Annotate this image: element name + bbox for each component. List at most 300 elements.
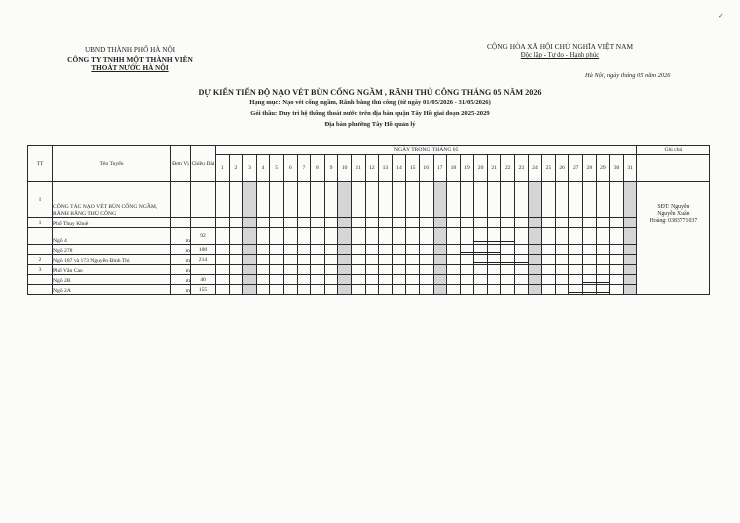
- header-note: Ghi chú: [637, 146, 710, 155]
- document-title-block: [150, 87, 590, 131]
- day-cell: [569, 265, 583, 275]
- route-length: 40: [191, 275, 216, 285]
- day-cell: [406, 255, 420, 265]
- day-cell: [555, 228, 569, 245]
- day-cell: [229, 245, 243, 255]
- day-cell: [501, 265, 515, 275]
- day-cell: [283, 218, 297, 228]
- day-cell: [365, 182, 379, 218]
- schedule-bar-cell: [474, 228, 488, 245]
- day-cell: [610, 275, 624, 285]
- day-header: 12: [365, 155, 379, 182]
- date-line: Hà Nội, ngày tháng 05 năm 2026: [585, 72, 671, 79]
- day-cell: [270, 275, 284, 285]
- day-cell: [555, 218, 569, 228]
- day-cell: [583, 245, 597, 255]
- header-route: Tên Tuyến: [53, 146, 171, 182]
- day-cell: [243, 218, 257, 228]
- day-header: 29: [596, 155, 610, 182]
- day-cell: [583, 228, 597, 245]
- day-cell: [447, 255, 461, 265]
- day-cell: [283, 245, 297, 255]
- schedule-bar-cell: [501, 255, 515, 265]
- route-unit: [171, 182, 191, 218]
- day-cell: [433, 182, 447, 218]
- day-cell: [447, 275, 461, 285]
- schedule-bar-cell: [487, 228, 501, 245]
- header-days-group: NGÀY TRONG THÁNG 05: [216, 146, 637, 155]
- row-number: 1: [28, 218, 53, 228]
- row-number: [28, 285, 53, 295]
- day-cell: [610, 218, 624, 228]
- day-cell: [365, 245, 379, 255]
- day-cell: [610, 245, 624, 255]
- day-cell: [297, 218, 311, 228]
- day-cell: [623, 245, 637, 255]
- day-cell: [256, 275, 270, 285]
- route-name: Phố Văn Cao: [53, 265, 171, 275]
- day-cell: [243, 255, 257, 265]
- day-cell: [596, 265, 610, 275]
- day-header: 2: [229, 155, 243, 182]
- day-header: 21: [487, 155, 501, 182]
- day-cell: [229, 182, 243, 218]
- day-cell: [243, 275, 257, 285]
- day-header: 14: [392, 155, 406, 182]
- day-cell: [311, 255, 325, 265]
- schedule-bar-cell: [596, 285, 610, 295]
- day-cell: [610, 255, 624, 265]
- day-cell: [474, 285, 488, 295]
- day-cell: [433, 245, 447, 255]
- day-cell: [433, 255, 447, 265]
- day-cell: [324, 245, 338, 255]
- day-cell: [324, 255, 338, 265]
- day-cell: [474, 275, 488, 285]
- route-name: Ngõ 2A: [53, 285, 171, 295]
- motto: Độc lập - Tự do - Hạnh phúc: [520, 52, 600, 59]
- day-cell: [351, 245, 365, 255]
- route-length: [191, 182, 216, 218]
- day-cell: [447, 285, 461, 295]
- schedule-bar-cell: [596, 275, 610, 285]
- day-cell: [311, 265, 325, 275]
- day-cell: [365, 265, 379, 275]
- day-cell: [283, 285, 297, 295]
- country-name: CỘNG HÒA XÃ HỘI CHỦ NGHĨA VIỆT NAM: [486, 42, 634, 51]
- day-header: 6: [283, 155, 297, 182]
- day-cell: [542, 218, 556, 228]
- schedule-bar-cell: [460, 245, 474, 255]
- day-header: 22: [501, 155, 515, 182]
- day-cell: [392, 265, 406, 275]
- day-cell: [365, 275, 379, 285]
- day-cell: [460, 218, 474, 228]
- route-length: [191, 265, 216, 275]
- day-cell: [501, 182, 515, 218]
- day-cell: [406, 245, 420, 255]
- day-cell: [447, 228, 461, 245]
- day-cell: [515, 285, 529, 295]
- authority-name: UBND THÀNH PHỐ HÀ NỘI: [84, 46, 176, 54]
- row-number: I: [28, 182, 53, 218]
- day-cell: [297, 275, 311, 285]
- row-number: [28, 228, 53, 245]
- header-tt: TT: [28, 146, 53, 182]
- day-cell: [256, 218, 270, 228]
- day-cell: [392, 228, 406, 245]
- day-cell: [229, 228, 243, 245]
- day-cell: [623, 228, 637, 245]
- day-cell: [365, 218, 379, 228]
- day-cell: [270, 265, 284, 275]
- day-header: 25: [542, 155, 556, 182]
- route-length: 214: [191, 255, 216, 265]
- day-cell: [392, 275, 406, 285]
- row-number: 2: [28, 255, 53, 265]
- day-cell: [555, 182, 569, 218]
- day-cell: [365, 285, 379, 295]
- table-row: [28, 275, 710, 285]
- day-cell: [379, 228, 393, 245]
- company-name: CÔNG TY TNHH MỘT THÀNH VIÊN: [67, 55, 193, 64]
- day-cell: [406, 228, 420, 245]
- day-cell: [351, 228, 365, 245]
- route-name: Ngõ 4: [53, 228, 171, 245]
- day-cell: [324, 275, 338, 285]
- contract-package: Gói thầu: Duy trì hệ thống thoát nước trên địa bàn quận Tây Hồ giai đoạn 2025-2029: [250, 110, 490, 117]
- day-cell: [419, 265, 433, 275]
- day-cell: [270, 182, 284, 218]
- day-cell: [610, 265, 624, 275]
- day-cell: [351, 182, 365, 218]
- day-cell: [501, 275, 515, 285]
- day-cell: [216, 255, 230, 265]
- day-cell: [542, 228, 556, 245]
- day-header: 10: [338, 155, 352, 182]
- day-header: 26: [555, 155, 569, 182]
- day-cell: [243, 265, 257, 275]
- day-cell: [256, 255, 270, 265]
- day-cell: [487, 182, 501, 218]
- day-cell: [515, 182, 529, 218]
- day-cell: [379, 218, 393, 228]
- day-cell: [433, 265, 447, 275]
- route-unit: m: [171, 265, 191, 275]
- day-cell: [528, 275, 542, 285]
- day-cell: [270, 255, 284, 265]
- day-cell: [270, 218, 284, 228]
- day-cell: [542, 265, 556, 275]
- day-cell: [474, 265, 488, 275]
- day-header: 20: [474, 155, 488, 182]
- day-cell: [338, 182, 352, 218]
- schedule-bar-cell: [583, 285, 597, 295]
- day-cell: [583, 218, 597, 228]
- day-cell: [406, 275, 420, 285]
- day-cell: [596, 255, 610, 265]
- day-header: 3: [243, 155, 257, 182]
- day-cell: [311, 228, 325, 245]
- day-cell: [501, 245, 515, 255]
- day-cell: [596, 182, 610, 218]
- day-cell: [610, 285, 624, 295]
- day-cell: [542, 285, 556, 295]
- day-cell: [338, 255, 352, 265]
- day-cell: [256, 182, 270, 218]
- day-header: 27: [569, 155, 583, 182]
- day-header: 23: [515, 155, 529, 182]
- day-header: 4: [256, 155, 270, 182]
- day-cell: [338, 218, 352, 228]
- day-cell: [528, 255, 542, 265]
- day-cell: [297, 228, 311, 245]
- day-cell: [351, 275, 365, 285]
- day-cell: [555, 255, 569, 265]
- day-cell: [501, 285, 515, 295]
- day-cell: [297, 255, 311, 265]
- day-cell: [297, 285, 311, 295]
- table-row: [28, 218, 710, 228]
- day-cell: [583, 182, 597, 218]
- day-cell: [474, 218, 488, 228]
- day-header: 1: [216, 155, 230, 182]
- route-length: 100: [191, 245, 216, 255]
- day-cell: [216, 285, 230, 295]
- table-row: [28, 228, 710, 245]
- day-cell: [583, 265, 597, 275]
- day-cell: [487, 265, 501, 275]
- day-cell: [216, 182, 230, 218]
- day-cell: [555, 245, 569, 255]
- day-cell: [623, 265, 637, 275]
- day-cell: [229, 265, 243, 275]
- day-cell: [311, 245, 325, 255]
- day-header: 11: [351, 155, 365, 182]
- route-unit: [171, 218, 191, 228]
- day-cell: [528, 182, 542, 218]
- day-cell: [379, 265, 393, 275]
- day-cell: [338, 285, 352, 295]
- day-cell: [474, 182, 488, 218]
- document-title: DỰ KIẾN TIẾN ĐỘ NẠO VÉT BÙN CỐNG NGẦM , RÃNH THỦ CÔNG THÁNG 05 NĂM 2026: [198, 88, 542, 97]
- day-cell: [610, 228, 624, 245]
- note-header-blank: [637, 155, 710, 182]
- day-cell: [216, 218, 230, 228]
- schedule-bar-cell: [501, 228, 515, 245]
- day-cell: [283, 182, 297, 218]
- day-cell: [229, 275, 243, 285]
- day-cell: [433, 218, 447, 228]
- route-name: Ngõ 2B: [53, 275, 171, 285]
- day-cell: [515, 218, 529, 228]
- day-cell: [379, 285, 393, 295]
- day-cell: [324, 218, 338, 228]
- day-cell: [243, 182, 257, 218]
- day-cell: [324, 228, 338, 245]
- route-length: 155: [191, 285, 216, 295]
- day-cell: [351, 218, 365, 228]
- day-cell: [596, 245, 610, 255]
- day-cell: [515, 245, 529, 255]
- day-cell: [392, 218, 406, 228]
- table-row: [28, 182, 710, 218]
- route-unit: m: [171, 285, 191, 295]
- day-cell: [460, 265, 474, 275]
- day-cell: [243, 245, 257, 255]
- day-cell: [229, 218, 243, 228]
- day-cell: [487, 285, 501, 295]
- day-cell: [419, 218, 433, 228]
- day-cell: [419, 245, 433, 255]
- route-length: [191, 218, 216, 228]
- day-cell: [460, 182, 474, 218]
- day-header: 31: [623, 155, 637, 182]
- day-cell: [216, 228, 230, 245]
- day-cell: [243, 285, 257, 295]
- header-unit: Đơn Vị: [171, 146, 191, 182]
- day-cell: [569, 275, 583, 285]
- day-cell: [542, 255, 556, 265]
- day-cell: [487, 218, 501, 228]
- day-cell: [515, 275, 529, 285]
- day-cell: [447, 245, 461, 255]
- day-cell: [433, 228, 447, 245]
- day-cell: [569, 228, 583, 245]
- row-number: 3: [28, 265, 53, 275]
- day-cell: [406, 265, 420, 275]
- day-header: 8: [311, 155, 325, 182]
- day-cell: [596, 228, 610, 245]
- day-cell: [379, 255, 393, 265]
- day-cell: [515, 265, 529, 275]
- company-name-sub: THOÁT NƯỚC HÀ NỘI: [91, 64, 169, 72]
- day-cell: [392, 245, 406, 255]
- day-cell: [583, 255, 597, 265]
- day-cell: [433, 275, 447, 285]
- day-cell: [311, 218, 325, 228]
- work-item: Hạng mục: Nạo vét cống ngầm, Rãnh bằng thủ công (từ ngày 01/05/2026 - 31/05/2026): [249, 99, 491, 106]
- day-cell: [311, 182, 325, 218]
- table-row: [28, 285, 710, 295]
- day-cell: [433, 285, 447, 295]
- day-cell: [419, 285, 433, 295]
- schedule-bar-cell: [515, 255, 529, 265]
- day-cell: [528, 265, 542, 275]
- day-cell: [216, 265, 230, 275]
- row-number: [28, 275, 53, 285]
- day-cell: [283, 228, 297, 245]
- schedule-bar-cell: [583, 275, 597, 285]
- area: Địa bàn phường Tây Hồ quản lý: [324, 121, 416, 128]
- day-cell: [542, 275, 556, 285]
- day-cell: [365, 255, 379, 265]
- day-cell: [324, 285, 338, 295]
- company-header: [40, 46, 220, 73]
- note-contact-line: SĐT: Nguyễn: [657, 204, 690, 210]
- day-cell: [555, 275, 569, 285]
- day-cell: [406, 182, 420, 218]
- day-cell: [243, 228, 257, 245]
- day-cell: [324, 265, 338, 275]
- note-contact-line: Hoàng: 0383771037: [649, 218, 698, 225]
- note-contact-line: Nguyễn Xuân: [657, 211, 690, 218]
- day-cell: [229, 255, 243, 265]
- day-cell: [569, 182, 583, 218]
- day-cell: [297, 245, 311, 255]
- day-cell: [338, 265, 352, 275]
- day-header: 18: [447, 155, 461, 182]
- day-cell: [283, 255, 297, 265]
- day-cell: [542, 245, 556, 255]
- day-header: 7: [297, 155, 311, 182]
- day-header: 9: [324, 155, 338, 182]
- day-cell: [569, 218, 583, 228]
- day-cell: [351, 265, 365, 275]
- day-cell: [419, 182, 433, 218]
- day-cell: [379, 275, 393, 285]
- day-cell: [501, 218, 515, 228]
- day-header: 17: [433, 155, 447, 182]
- day-cell: [623, 218, 637, 228]
- day-cell: [216, 275, 230, 285]
- day-cell: [338, 275, 352, 285]
- day-header: 19: [460, 155, 474, 182]
- day-cell: [311, 275, 325, 285]
- day-cell: [569, 245, 583, 255]
- route-unit: m: [171, 275, 191, 285]
- day-cell: [460, 275, 474, 285]
- day-cell: [460, 255, 474, 265]
- day-cell: [270, 285, 284, 295]
- day-cell: [447, 218, 461, 228]
- day-cell: [542, 182, 556, 218]
- schedule-bar-cell: [487, 245, 501, 255]
- day-cell: [596, 218, 610, 228]
- day-cell: [338, 228, 352, 245]
- day-header: 15: [406, 155, 420, 182]
- day-cell: [528, 228, 542, 245]
- day-header: 13: [379, 155, 393, 182]
- day-cell: [623, 275, 637, 285]
- day-cell: [419, 228, 433, 245]
- day-cell: [419, 255, 433, 265]
- header-length: Chiều Dài: [191, 146, 216, 182]
- day-cell: [419, 275, 433, 285]
- route-name: Ngõ 187 và 173 Nguyễn Đình Thi: [53, 255, 171, 265]
- day-cell: [460, 228, 474, 245]
- day-cell: [555, 285, 569, 295]
- day-cell: [623, 285, 637, 295]
- day-cell: [283, 265, 297, 275]
- route-unit: m: [171, 245, 191, 255]
- day-cell: [569, 255, 583, 265]
- day-cell: [379, 182, 393, 218]
- day-cell: [460, 285, 474, 295]
- day-cell: [528, 218, 542, 228]
- day-cell: [528, 285, 542, 295]
- day-cell: [555, 265, 569, 275]
- route-name: Ngõ 278: [53, 245, 171, 255]
- day-cell: [392, 182, 406, 218]
- schedule-bar-cell: [474, 245, 488, 255]
- day-header: 30: [610, 155, 624, 182]
- route-unit: m: [171, 228, 191, 245]
- day-cell: [406, 218, 420, 228]
- day-cell: [379, 245, 393, 255]
- day-cell: [515, 228, 529, 245]
- day-cell: [623, 182, 637, 218]
